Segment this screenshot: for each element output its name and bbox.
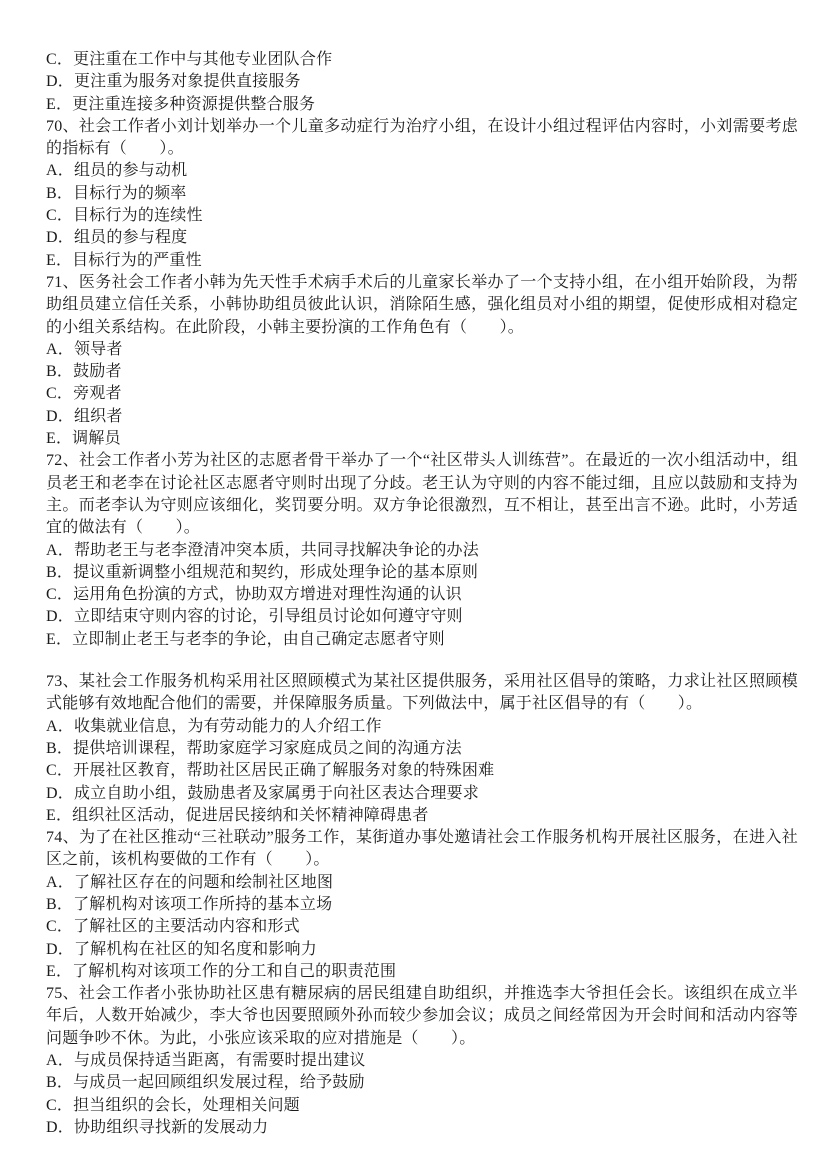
answer-option-line: A．与成员保持适当距离，有需要时提出建议 bbox=[46, 1052, 366, 1070]
answer-option-line: B．鼓励者 bbox=[46, 363, 122, 381]
answer-option-line: E．组织社区活动，促进居民接纳和关怀精神障碍患者 bbox=[46, 806, 429, 824]
answer-option-line: B．与成员一起回顾组织发展过程，给予鼓励 bbox=[46, 1074, 365, 1092]
answer-option-line: A．了解社区存在的问题和绘制社区地图 bbox=[46, 873, 334, 891]
answer-option-line: A．领导者 bbox=[46, 340, 123, 358]
continued-options-block bbox=[46, 49, 798, 116]
question-stem: 73、某社会工作服务机构采用社区照顾模式为某社区提供服务，采用社区倡导的策略，力求让社区照顾模式能够有效地配合他们的需要，并保障服务质量。下列做法中，属于社区倡导的有（ ）。 bbox=[46, 673, 798, 713]
answer-option-line: E．目标行为的严重性 bbox=[46, 251, 202, 269]
answer-option-line: D．组织者 bbox=[46, 407, 123, 425]
question-stem: 71、医务社会工作者小韩为先天性手术病手术后的儿童家长举办了一个支持小组，在小组开始阶段，为帮助组员建立信任关系，小韩协助组员彼此认识，消除陌生感，强化组员对小组的期望，促使形成相对稳定的小组关系结构。在此阶段，小韩主要扮演的工作角色有（ ）。 bbox=[46, 273, 798, 336]
answer-option-line: D．立即结束守则内容的讨论，引导组员讨论如何遵守守则 bbox=[46, 608, 463, 626]
continued-option-line: E．更注重连接多种资源提供整合服务 bbox=[46, 95, 316, 113]
question-stem: 72、社会工作者小芳为社区的志愿者骨干举办了一个“社区带头人训练营”。在最近的一次小组活动中，组员老王和老李在讨论社区志愿者守则时出现了分歧。老王认为守则的内容不能过细，且应以鼓励和支持为主。而老李认为守则应该细化，奖罚要分明。双方争论很激烈，互不相让，甚至出言不逊。此时，小芳适宜的做法有（ ）。 bbox=[46, 452, 798, 537]
answer-option-line: C．担当组织的会长，处理相关问题 bbox=[46, 1096, 300, 1114]
answer-option-line: B．目标行为的频率 bbox=[46, 184, 187, 202]
question-stem: 75、社会工作者小张协助社区患有糖尿病的居民组建自助组织，并推选李大爷担任会长。该组织在成立半年后，人数开始减少，李大爷也因要照顾外孙而较少参加会议；成员之间经常因为开会时间和活动内容等问题争吵不休。为此，小张应该采取的应对措施是（ ）。 bbox=[46, 985, 798, 1047]
question-block-75 bbox=[46, 983, 798, 1139]
answer-option-line: C．目标行为的连续性 bbox=[46, 207, 203, 225]
answer-option-line: A．收集就业信息，为有劳动能力的人介绍工作 bbox=[46, 717, 382, 735]
answer-option-line: E．调解员 bbox=[46, 430, 121, 448]
answer-option-line: C．了解社区的主要活动内容和形式 bbox=[46, 918, 300, 936]
answer-option-line: D．成立自助小组，鼓励患者及家属勇于向社区表达合理要求 bbox=[46, 784, 479, 802]
continued-option-line: D．更注重为服务对象提供直接服务 bbox=[46, 73, 301, 91]
question-block-71 bbox=[46, 272, 798, 450]
answer-option-line: A．帮助老王与老李澄清冲突本质，共同寻找解决争论的办法 bbox=[46, 541, 479, 559]
answer-option-line: C．开展社区教育，帮助社区居民正确了解服务对象的特殊困难 bbox=[46, 762, 495, 780]
continued-option-line: C．更注重在工作中与其他专业团队合作 bbox=[46, 51, 333, 68]
question-block-70 bbox=[46, 116, 798, 272]
answer-option-line: D．了解机构在社区的知名度和影响力 bbox=[46, 940, 317, 958]
answer-option-line: D．组员的参与程度 bbox=[46, 229, 188, 247]
answer-option-line: E．了解机构对该项工作的分工和自己的职责范围 bbox=[46, 962, 397, 980]
question-stem: 74、为了在社区推动“三社联动”服务工作，某街道办事处邀请社会工作服务机构开展社区服务，在进入社区之前，该机构要做的工作有（ ）。 bbox=[46, 829, 798, 869]
question-block-72 bbox=[46, 450, 798, 651]
question-list bbox=[46, 116, 798, 1139]
answer-option-line: E．立即制止老王与老李的争论，由自己确定志愿者守则 bbox=[46, 630, 445, 648]
answer-option-line: A．组员的参与动机 bbox=[46, 162, 188, 180]
answer-option-line: D．协助组织寻找新的发展动力 bbox=[46, 1118, 269, 1136]
question-stem: 70、社会工作者小刘计划举办一个儿童多动症行为治疗小组，在设计小组过程评估内容时，小刘需要考虑的指标有（ ）。 bbox=[46, 117, 798, 158]
answer-option-line: C．运用角色扮演的方式，协助双方增进对理性沟通的认识 bbox=[46, 586, 462, 604]
answer-option-line: C．旁观者 bbox=[46, 385, 122, 403]
question-block-73 bbox=[46, 671, 798, 827]
question-block-74 bbox=[46, 827, 798, 983]
answer-option-line: B．提议重新调整小组规范和契约，形成处理争论的基本原则 bbox=[46, 563, 479, 581]
answer-option-line: B．了解机构对该项工作所持的基本立场 bbox=[46, 895, 333, 913]
answer-option-line: B．提供培训课程，帮助家庭学习家庭成员之间的沟通方法 bbox=[46, 739, 462, 757]
